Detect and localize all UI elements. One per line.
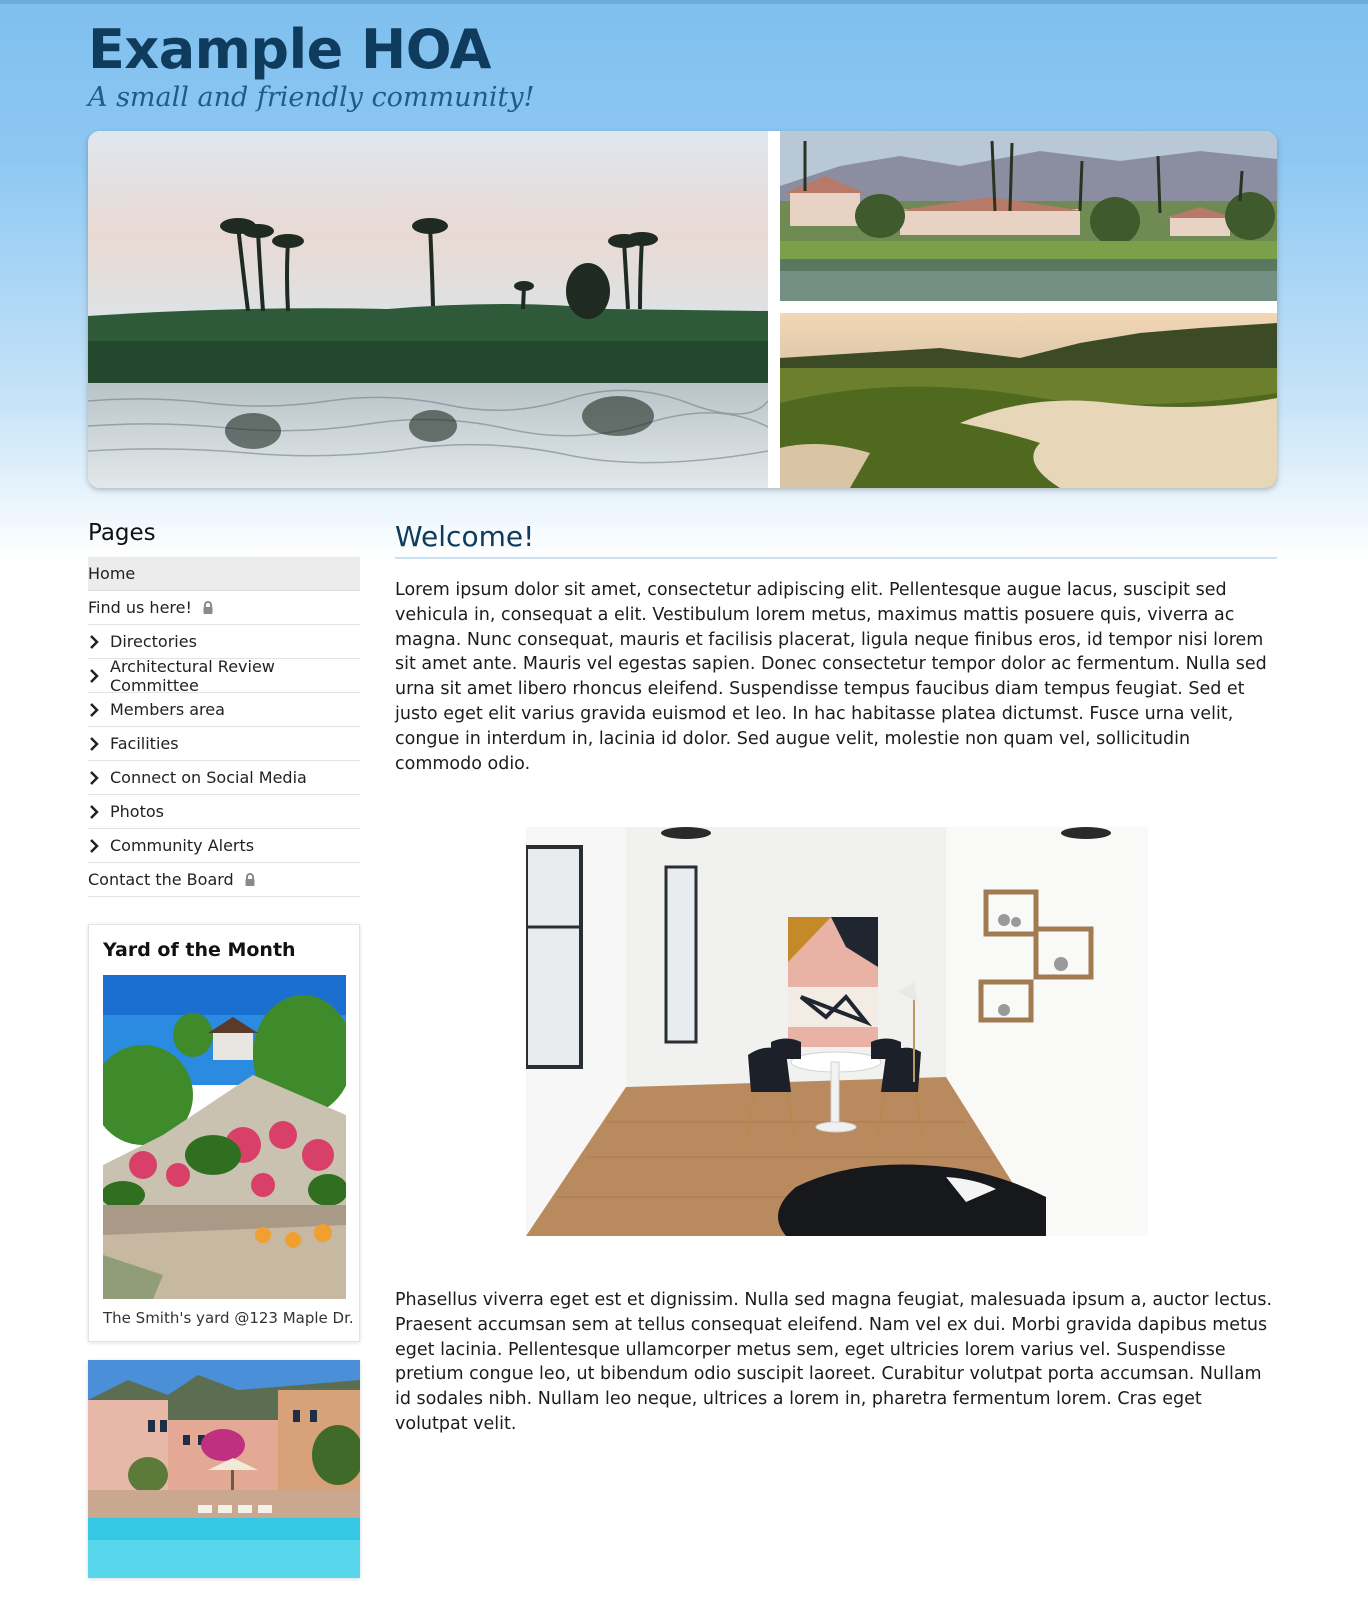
- yard-garden-image[interactable]: [103, 975, 346, 1299]
- chevron-right-icon: [88, 838, 110, 854]
- nav-item-community-alerts[interactable]: [88, 829, 360, 863]
- sidebar: [88, 520, 360, 897]
- nav-item-contact-the-board[interactable]: [88, 863, 360, 897]
- nav-item-label: Home: [88, 564, 136, 583]
- heading-divider: [395, 557, 1277, 559]
- nav-item-label: Directories: [110, 632, 197, 651]
- nav-item-find-us-here[interactable]: [88, 591, 360, 625]
- nav-item-label: Connect on Social Media: [110, 768, 307, 787]
- pages-heading: Pages: [88, 520, 156, 546]
- second-paragraph: Phasellus viverra eget est et dignissim. Nulla sed magna feugiat, malesuada ipsum a, auctor lectus. Praesent accumsan sem at tellus consequat eleifend. Nam vel ex dui. Morbi gravida dapibus metus eget lacinia. Pellentesque ullamcorper metus sem, eget ultricies lorem varius vel. Suspendisse pretium congue leo, ut bibendum odio suscipit laoreet. Curabitur volutpat porta accumsan. Nullam id sodales nibh. Nullam leo neque, ultrices a lorem in, pharetra fermentum lorem. Cras eget volutpat velit.: [395, 1290, 1273, 1434]
- chevron-right-icon: [88, 804, 110, 820]
- header-banner: [88, 131, 1277, 488]
- chevron-right-icon: [88, 736, 110, 752]
- widget-caption: The Smith's yard @123 Maple Dr.: [103, 1309, 354, 1327]
- nav-item-label: Members area: [110, 700, 225, 719]
- nav-item-label: Contact the Board: [88, 870, 234, 889]
- nav-item-photos[interactable]: [88, 795, 360, 829]
- banner-golf-bunker-image: [780, 313, 1277, 488]
- top-accent-line: [0, 0, 1368, 4]
- nav-item-facilities[interactable]: [88, 727, 360, 761]
- main-content: [395, 520, 1277, 1434]
- yard-of-the-month-widget: [88, 924, 360, 1342]
- lock-icon: [244, 873, 256, 887]
- nav-item-label: Community Alerts: [110, 836, 255, 855]
- interior-dining-room-image[interactable]: [526, 827, 1148, 1236]
- page-heading: Welcome!: [395, 520, 535, 553]
- nav-item-architectural-review-committee[interactable]: [88, 656, 360, 695]
- widget-title: Yard of the Month: [103, 939, 296, 961]
- nav-item-home[interactable]: [88, 557, 360, 591]
- banner-houses-lake-image: [780, 131, 1277, 301]
- nav-item-connect-on-social-media[interactable]: [88, 761, 360, 795]
- chevron-right-icon: [88, 770, 110, 786]
- banner-lake-palms-image: [88, 131, 768, 488]
- intro-paragraph: Lorem ipsum dolor sit amet, consectetur adipiscing elit. Pellentesque augue lacus, suscipit sed vehicula in, consequat a elit. Vestibulum lorem metus, maximus mattis posuere quis, viverra ac magna. Nunc consequat, mauris et facilisis placerat, ligula neque finibus eros, id tempor nisi lorem sit amet ante. Mauris vel egestas sapien. Donec consectetur tempor dolor ac fermentum. Nulla sed urna sit amet libero rhoncus eleifend. Suspendisse tempus faucibus diam tempus feugiat. Sed et justo eget elit varius gravida euismod et leo. In hac habitasse platea dictumst. Fusce urna velit, congue in interdum in, lacinia id dolor. Sed augue velit, molestie non quam vel, sollicitudin commodo odio.: [395, 580, 1267, 774]
- nav-item-label: Photos: [110, 802, 164, 821]
- nav-item-label: Architectural Review Committee: [110, 656, 275, 695]
- pages-nav: [88, 557, 360, 897]
- nav-item-directories[interactable]: [88, 625, 360, 659]
- nav-item-label: Find us here!: [88, 598, 192, 617]
- nav-item-members-area[interactable]: [88, 693, 360, 727]
- pool-image-widget[interactable]: [88, 1360, 360, 1578]
- chevron-right-icon: [88, 634, 110, 650]
- chevron-right-icon: [88, 702, 110, 718]
- site-title[interactable]: Example HOA: [88, 18, 491, 81]
- lock-icon: [202, 601, 214, 615]
- chevron-right-icon: [88, 668, 110, 684]
- nav-item-label: Facilities: [110, 734, 179, 753]
- site-tagline: A small and friendly community!: [88, 82, 535, 113]
